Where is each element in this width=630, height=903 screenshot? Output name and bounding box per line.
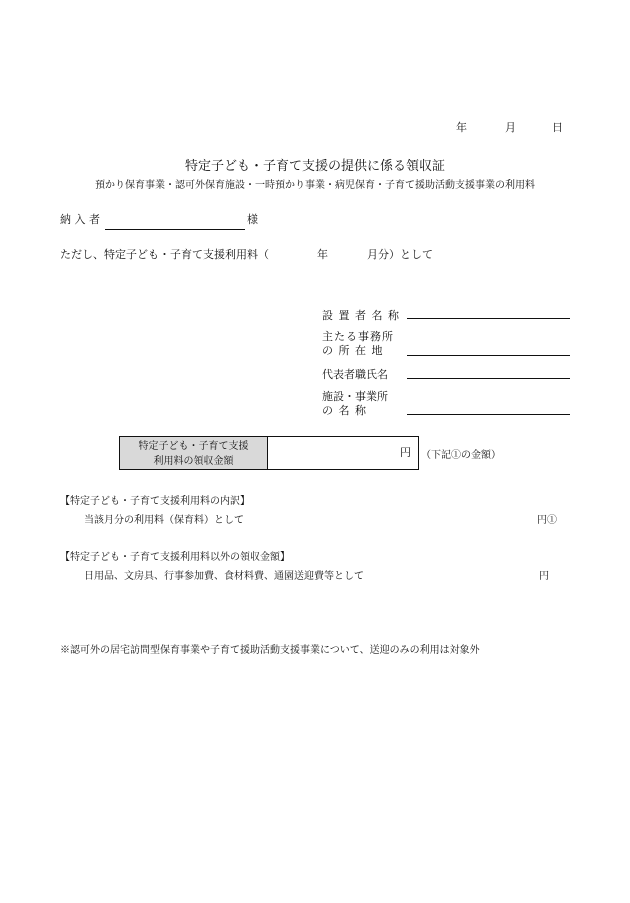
receipt-title: 特定子ども・子育て支援の提供に係る領収証 [184, 159, 445, 174]
facility-name-label-line1: 施設・事業所 [322, 390, 388, 403]
proviso-prefix: ただし、特定子ども・子育て支援利用料（ [60, 248, 269, 261]
facility-name-field[interactable] [407, 414, 570, 415]
other-amount-item-label: 日用品、文房具、行事参加費、食材料費、通園送迎費等として [84, 571, 364, 582]
office-address-label-line2: の 所 在 地 [322, 344, 384, 357]
proviso-month-label: 月分）として [367, 248, 433, 261]
received-amount-note: （下記①の金額） [421, 450, 501, 461]
issuer-name-field[interactable] [407, 318, 570, 319]
other-amount-heading: 【特定子ども・子育て支援利用料以外の領収金額】 [60, 552, 290, 563]
office-address-label-line1: 主たる事務所 [322, 330, 394, 343]
facility-name-label-line2: の 名 称 [322, 404, 367, 417]
payer-suffix: 様 [247, 213, 258, 226]
proviso-year-label: 年 [317, 248, 328, 261]
breakdown-heading: 【特定子ども・子育て支援利用料の内訳】 [60, 496, 250, 507]
payer-name-field[interactable] [105, 229, 245, 230]
received-amount-label-line2: 利用料の領収金額 [153, 456, 234, 467]
other-amount-unit: 円 [539, 571, 549, 582]
payer-label: 納 入 者 [60, 213, 100, 226]
receipt-subtitle: 預かり保育事業・認可外保育施設・一時預かり事業・病児保育・子育て援助活動支援事業の利用料 [95, 180, 535, 191]
breakdown-item-unit: 円① [537, 515, 557, 526]
date-month-label: 月 [505, 121, 516, 134]
received-amount-box [119, 436, 419, 470]
received-amount-label [120, 437, 268, 469]
breakdown-item-label: 当該月分の利用料（保育料）として [84, 515, 244, 526]
received-amount-field[interactable] [268, 437, 418, 469]
issuer-name-label: 設 置 者 名 称 [322, 309, 400, 322]
date-day-label: 日 [552, 121, 563, 134]
representative-label: 代表者職氏名 [322, 368, 388, 381]
date-year-label: 年 [456, 121, 467, 134]
footnote: ※認可外の居宅訪問型保育事業や子育て援助活動支援事業について、送迎のみの利用は対象外 [60, 645, 480, 656]
office-address-field[interactable] [407, 355, 570, 356]
received-amount-unit: 円 [400, 446, 411, 459]
representative-field[interactable] [407, 378, 570, 379]
received-amount-label-line1: 特定子ども・子育て支援 [138, 441, 249, 452]
